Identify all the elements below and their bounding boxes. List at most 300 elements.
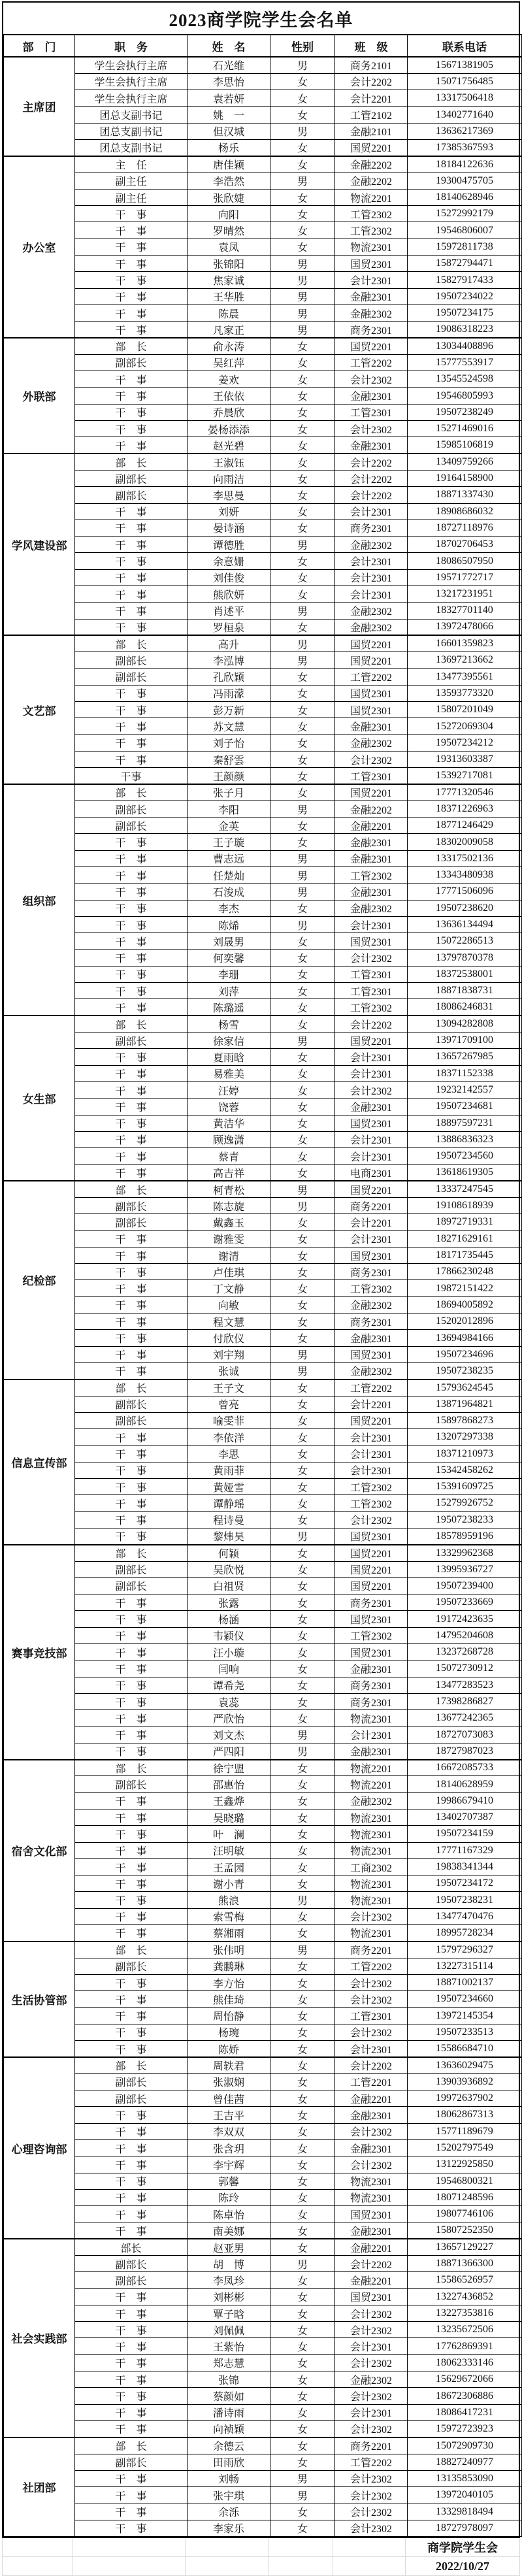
name-cell: 田雨欣 — [188, 2454, 270, 2470]
phone-cell: 13618619305 — [408, 1164, 522, 1181]
table-row — [4, 189, 522, 205]
role-cell: 干 事 — [75, 850, 188, 867]
table-row — [4, 156, 522, 173]
class-cell: 国贸2301 — [335, 1346, 408, 1362]
gender-cell: 男 — [270, 883, 335, 900]
gender-cell: 男 — [270, 305, 335, 321]
gender-cell: 女 — [270, 156, 335, 173]
table-row — [4, 338, 522, 354]
gender-cell: 女 — [270, 966, 335, 982]
table-row — [4, 2057, 522, 2073]
gender-cell: 女 — [270, 2189, 335, 2205]
gender-cell: 女 — [270, 2288, 335, 2305]
phone-cell: 15771189679 — [408, 2123, 522, 2139]
class-cell: 金融2302 — [335, 735, 408, 751]
class-cell: 金融2201 — [335, 817, 408, 834]
class-cell: 会计2201 — [335, 90, 408, 107]
gender-cell: 女 — [270, 470, 335, 486]
phone-cell: 18727987023 — [408, 1743, 522, 1759]
phone-cell: 18302009058 — [408, 834, 522, 850]
class-cell: 会计2302 — [335, 2305, 408, 2321]
gender-cell: 男 — [270, 57, 335, 73]
role-cell: 干 事 — [75, 1082, 188, 1098]
table-row — [4, 2041, 522, 2057]
name-cell: 石光维 — [188, 57, 270, 73]
name-cell: 王紫怡 — [188, 2338, 270, 2354]
phone-cell: 19507238233 — [408, 1511, 522, 1528]
name-cell: 刘子怡 — [188, 735, 270, 751]
phone-cell: 18171735445 — [408, 1247, 522, 1263]
class-cell: 物流2201 — [335, 1760, 408, 1776]
name-cell: 唐佳颖 — [188, 156, 270, 173]
department-cell: 组织部 — [4, 784, 75, 1016]
class-cell: 工管2202 — [335, 354, 408, 371]
table-row — [4, 239, 522, 255]
gender-cell: 女 — [270, 2139, 335, 2156]
name-cell: 黄娅雪 — [188, 1479, 270, 1495]
role-cell: 干 事 — [75, 900, 188, 916]
phone-cell: 13217231951 — [408, 586, 522, 603]
role-cell: 干 事 — [75, 1230, 188, 1247]
class-cell: 会计2302 — [335, 1082, 408, 1098]
role-cell: 学生会执行主席 — [75, 73, 188, 90]
role-cell: 干 事 — [75, 867, 188, 883]
table-row — [4, 2354, 522, 2371]
name-cell: 邵惠怡 — [188, 1776, 270, 1792]
class-cell: 国贸2201 — [335, 1577, 408, 1594]
phone-cell: 13593773320 — [408, 685, 522, 701]
gender-cell: 女 — [270, 1164, 335, 1181]
class-cell: 商务2201 — [335, 1941, 408, 1958]
table-row — [4, 1264, 522, 1280]
class-cell: 会计2302 — [335, 2487, 408, 2503]
gender-cell: 男 — [270, 1528, 335, 1544]
table-row — [4, 2272, 522, 2288]
class-cell: 工管2302 — [335, 206, 408, 222]
role-cell: 副部长 — [75, 1214, 188, 1230]
table-row — [4, 949, 522, 966]
role-cell: 团总支副书记 — [75, 123, 188, 139]
name-cell: 赵亚男 — [188, 2239, 270, 2255]
role-cell: 干 事 — [75, 2041, 188, 2057]
role-cell: 干 事 — [75, 1660, 188, 1677]
role-cell: 干 事 — [75, 288, 188, 305]
class-cell: 会计2302 — [335, 2520, 408, 2536]
gender-cell: 女 — [270, 139, 335, 156]
class-cell: 金融2302 — [335, 603, 408, 619]
role-cell: 干事 — [75, 768, 188, 784]
gender-cell: 女 — [270, 702, 335, 718]
phone-cell: 15072730912 — [408, 1660, 522, 1677]
class-cell: 金融2302 — [335, 2371, 408, 2388]
role-cell: 副部长 — [75, 801, 188, 817]
roster-sheet — [2, 1, 520, 2538]
gender-cell: 女 — [270, 1131, 335, 1148]
gender-cell: 男 — [270, 1181, 335, 1197]
gender-cell: 女 — [270, 1296, 335, 1313]
class-cell: 会计2302 — [335, 2123, 408, 2139]
table-row — [4, 1379, 522, 1396]
name-cell: 但汉城 — [188, 123, 270, 139]
role-cell: 主 任 — [75, 156, 188, 173]
role-cell: 干 事 — [75, 1792, 188, 1809]
phone-cell: 18871838731 — [408, 983, 522, 999]
name-cell: 南美娜 — [188, 2222, 270, 2239]
table-row — [4, 983, 522, 999]
role-cell: 干 事 — [75, 916, 188, 933]
table-row — [4, 2503, 522, 2520]
phone-cell: 19872151422 — [408, 1280, 522, 1296]
gender-cell: 女 — [270, 1908, 335, 1924]
gender-cell: 女 — [270, 1016, 335, 1032]
table-row — [4, 2305, 522, 2321]
phone-cell: 13227315114 — [408, 1958, 522, 1974]
name-cell: 苏文慧 — [188, 718, 270, 735]
role-cell: 干 事 — [75, 1280, 188, 1296]
phone-cell: 15342458262 — [408, 1462, 522, 1478]
gender-cell: 女 — [270, 2338, 335, 2354]
gender-cell: 女 — [270, 1611, 335, 1627]
table-row — [4, 635, 522, 652]
table-row — [4, 1280, 522, 1296]
table-row — [4, 867, 522, 883]
phone-cell: 13227436852 — [408, 2288, 522, 2305]
role-cell: 干 事 — [75, 2487, 188, 2503]
gender-cell: 女 — [270, 354, 335, 371]
gender-cell: 女 — [270, 569, 335, 586]
table-row — [4, 1330, 522, 1346]
role-cell: 干 事 — [75, 1296, 188, 1313]
department-cell: 宿舍文化部 — [4, 1760, 75, 1941]
table-row — [4, 2090, 522, 2107]
class-cell: 会计2202 — [335, 487, 408, 503]
name-cell: 俞永涛 — [188, 338, 270, 354]
phone-cell: 15872794471 — [408, 256, 522, 272]
role-cell: 干 事 — [75, 1875, 188, 1892]
table-row — [4, 173, 522, 189]
gender-cell: 女 — [270, 1594, 335, 1611]
phone-cell: 13636029475 — [408, 2057, 522, 2073]
table-row — [4, 2206, 522, 2222]
role-cell: 干 事 — [75, 751, 188, 767]
gender-cell: 女 — [270, 2239, 335, 2255]
gender-cell: 男 — [270, 1726, 335, 1743]
phone-cell: 15897868273 — [408, 1412, 522, 1428]
name-cell: 吴红萍 — [188, 354, 270, 371]
table-row — [4, 470, 522, 486]
name-cell: 杨琬 — [188, 2024, 270, 2040]
table-row — [4, 2338, 522, 2354]
class-cell: 物流2301 — [335, 1892, 408, 1908]
name-cell: 蔡湘雨 — [188, 1925, 270, 1941]
name-cell: 王子文 — [188, 1379, 270, 1396]
class-cell: 商务2301 — [335, 1693, 408, 1709]
role-cell: 干 事 — [75, 569, 188, 586]
table-row — [4, 801, 522, 817]
class-cell: 会计2301 — [335, 569, 408, 586]
gender-cell: 女 — [270, 685, 335, 701]
name-cell: 赵光碧 — [188, 437, 270, 454]
column-header: 班 级 — [335, 35, 408, 57]
role-cell: 干 事 — [75, 2404, 188, 2420]
role-cell: 副部长 — [75, 1032, 188, 1049]
class-cell: 国贸2301 — [335, 2288, 408, 2305]
role-cell: 副部长 — [75, 2255, 188, 2271]
class-cell: 会计2202 — [335, 454, 408, 470]
department-cell: 纪检部 — [4, 1181, 75, 1379]
phone-cell: 19164158900 — [408, 470, 522, 486]
phone-cell: 13235672506 — [408, 2322, 522, 2338]
name-cell: 程文慧 — [188, 1313, 270, 1330]
phone-cell: 13207297338 — [408, 1429, 522, 1445]
gender-cell: 女 — [270, 2090, 335, 2107]
gender-cell: 女 — [270, 2173, 335, 2189]
role-cell: 干 事 — [75, 735, 188, 751]
role-cell: 干 事 — [75, 702, 188, 718]
role-cell: 干 事 — [75, 603, 188, 619]
name-cell: 张锦阳 — [188, 256, 270, 272]
role-cell: 副部长 — [75, 1396, 188, 1412]
phone-cell: 13477395561 — [408, 669, 522, 685]
role-cell: 干 事 — [75, 1164, 188, 1181]
table-row — [4, 2007, 522, 2024]
phone-cell: 13477283523 — [408, 1677, 522, 1693]
role-cell: 干 事 — [75, 1528, 188, 1544]
phone-cell: 19507234022 — [408, 288, 522, 305]
class-cell: 金融2201 — [335, 2272, 408, 2288]
department-cell: 信息宣传部 — [4, 1379, 75, 1545]
class-cell: 国贸2201 — [335, 1412, 408, 1428]
phone-cell: 18062867313 — [408, 2107, 522, 2123]
name-cell: 汪明敏 — [188, 1842, 270, 1858]
table-row — [4, 569, 522, 586]
role-cell: 部 长 — [75, 454, 188, 470]
class-cell: 会计2301 — [335, 1230, 408, 1247]
role-cell: 干 事 — [75, 1925, 188, 1941]
class-cell: 工管2301 — [335, 768, 408, 784]
name-cell: 刘佩佩 — [188, 2322, 270, 2338]
role-cell: 干 事 — [75, 1131, 188, 1148]
name-cell: 陈玲 — [188, 2189, 270, 2205]
department-cell: 主席团 — [4, 57, 75, 156]
phone-cell: 13317506418 — [408, 90, 522, 107]
table-row — [4, 1164, 522, 1181]
table-row — [4, 2189, 522, 2205]
gender-cell: 女 — [270, 1925, 335, 1941]
class-cell: 商务2201 — [335, 1197, 408, 1214]
role-cell: 部长 — [75, 2239, 188, 2255]
role-cell: 副部长 — [75, 354, 188, 371]
class-cell: 国贸2201 — [335, 784, 408, 801]
class-cell: 商务2301 — [335, 1677, 408, 1693]
class-cell: 金融2301 — [335, 2139, 408, 2156]
class-cell: 国贸2201 — [335, 1561, 408, 1577]
table-row — [4, 354, 522, 371]
table-row — [4, 1892, 522, 1908]
name-cell: 黄洁华 — [188, 1115, 270, 1131]
name-cell: 张伟明 — [188, 1941, 270, 1958]
class-cell: 工管2302 — [335, 1479, 408, 1495]
name-cell: 陈烯 — [188, 916, 270, 933]
name-cell: 刘宇翔 — [188, 1346, 270, 1362]
gender-cell: 女 — [270, 1627, 335, 1643]
role-cell: 干 事 — [75, 1115, 188, 1131]
phone-cell: 19507234212 — [408, 735, 522, 751]
name-cell: 张子月 — [188, 784, 270, 801]
page-title: 2023商学院学生会名单 — [169, 10, 353, 30]
gender-cell: 女 — [270, 949, 335, 966]
table-row — [4, 305, 522, 321]
class-cell: 会计2302 — [335, 2388, 408, 2404]
table-row — [4, 900, 522, 916]
class-cell: 会计2302 — [335, 2420, 408, 2437]
name-cell: 戴鑫玉 — [188, 1214, 270, 1230]
table-row — [4, 2139, 522, 2156]
department-cell: 学风建设部 — [4, 454, 75, 635]
table-row — [4, 1082, 522, 1098]
role-cell: 干 事 — [75, 1908, 188, 1924]
class-cell: 会计2302 — [335, 2354, 408, 2371]
role-cell: 学生会执行主席 — [75, 90, 188, 107]
gender-cell: 男 — [270, 1892, 335, 1908]
phone-cell: 13135853090 — [408, 2470, 522, 2486]
name-cell: 徐家信 — [188, 1032, 270, 1049]
phone-cell: 19546806007 — [408, 222, 522, 239]
gender-cell: 女 — [270, 933, 335, 949]
name-cell: 丁文静 — [188, 1280, 270, 1296]
phone-cell: 15071756485 — [408, 73, 522, 90]
roster-body — [4, 57, 522, 2537]
class-cell: 会计2301 — [335, 1429, 408, 1445]
phone-cell: 19507234660 — [408, 1991, 522, 2007]
gender-cell: 男 — [270, 1941, 335, 1958]
role-cell: 干 事 — [75, 2156, 188, 2173]
table-row — [4, 1644, 522, 1660]
table-row — [4, 933, 522, 949]
name-cell: 夏雨晗 — [188, 1049, 270, 1065]
name-cell: 郭馨 — [188, 2173, 270, 2189]
name-cell: 李思 — [188, 1445, 270, 1462]
table-row — [4, 2024, 522, 2040]
table-row — [4, 1429, 522, 1445]
gender-cell: 女 — [270, 718, 335, 735]
table-row — [4, 1710, 522, 1726]
name-cell: 罗晴然 — [188, 222, 270, 239]
class-cell: 会计2302 — [335, 1974, 408, 1990]
role-cell: 干 事 — [75, 883, 188, 900]
name-cell: 李宇辉 — [188, 2156, 270, 2173]
role-cell: 部 长 — [75, 1016, 188, 1032]
role-cell: 副部长 — [75, 2073, 188, 2090]
phone-cell: 13237268728 — [408, 1644, 522, 1660]
name-cell: 周怡静 — [188, 2007, 270, 2024]
role-cell: 副主任 — [75, 173, 188, 189]
name-cell: 杨雪 — [188, 1016, 270, 1032]
name-cell: 陈璐遥 — [188, 999, 270, 1016]
name-cell: 向阳 — [188, 206, 270, 222]
gender-cell: 男 — [270, 1362, 335, 1379]
role-cell: 干 事 — [75, 2388, 188, 2404]
class-cell: 国贸2201 — [335, 1032, 408, 1049]
gender-cell: 女 — [270, 1710, 335, 1726]
class-cell: 工管2302 — [335, 1280, 408, 1296]
class-cell: 物流2201 — [335, 189, 408, 205]
gender-cell: 女 — [270, 2222, 335, 2239]
gender-cell: 女 — [270, 239, 335, 255]
phone-cell: 19507234681 — [408, 1098, 522, 1115]
role-cell: 干 事 — [75, 1264, 188, 1280]
column-header: 联系电话 — [408, 35, 522, 57]
table-row — [4, 1677, 522, 1693]
footer-empty-cell — [73, 2557, 186, 2576]
role-cell: 部 长 — [75, 784, 188, 801]
gender-cell: 男 — [270, 272, 335, 288]
class-cell: 物流2301 — [335, 1710, 408, 1726]
role-cell: 干 事 — [75, 1049, 188, 1065]
class-cell: 工管2301 — [335, 404, 408, 420]
role-cell: 副部长 — [75, 1577, 188, 1594]
name-cell: 姚 一 — [188, 107, 270, 123]
role-cell: 副部长 — [75, 817, 188, 834]
class-cell: 物流2301 — [335, 1826, 408, 1842]
table-row — [4, 916, 522, 933]
name-cell: 李珊 — [188, 966, 270, 982]
gender-cell: 女 — [270, 2305, 335, 2321]
table-row — [4, 1826, 522, 1842]
phone-cell: 13094282808 — [408, 1016, 522, 1032]
name-cell: 肖述平 — [188, 603, 270, 619]
class-cell: 金融2301 — [335, 2107, 408, 2123]
class-cell: 会计2301 — [335, 503, 408, 520]
phone-cell: 13903936892 — [408, 2073, 522, 2090]
gender-cell: 女 — [270, 619, 335, 635]
table-row — [4, 90, 522, 107]
table-row — [4, 487, 522, 503]
header-row — [4, 35, 522, 57]
name-cell: 熊欣妍 — [188, 586, 270, 603]
phone-cell: 13677242365 — [408, 1710, 522, 1726]
class-cell: 会计2301 — [335, 1049, 408, 1065]
phone-cell: 19507233513 — [408, 2024, 522, 2040]
name-cell: 王依依 — [188, 388, 270, 404]
table-row — [4, 371, 522, 388]
name-cell: 向敏 — [188, 1296, 270, 1313]
table-row — [4, 288, 522, 305]
table-row — [4, 1230, 522, 1247]
role-cell: 干 事 — [75, 1594, 188, 1611]
name-cell: 李浩然 — [188, 173, 270, 189]
phone-cell: 15586684710 — [408, 2041, 522, 2057]
role-cell: 干 事 — [75, 239, 188, 255]
name-cell: 罗桓泉 — [188, 619, 270, 635]
role-cell: 干 事 — [75, 933, 188, 949]
gender-cell: 女 — [270, 487, 335, 503]
class-cell: 商务2301 — [335, 520, 408, 536]
table-row — [4, 421, 522, 437]
name-cell: 张淑娴 — [188, 2073, 270, 2090]
table-row — [4, 2222, 522, 2239]
gender-cell: 女 — [270, 371, 335, 388]
name-cell: 刘彬彬 — [188, 2288, 270, 2305]
gender-cell: 女 — [270, 1875, 335, 1892]
class-cell: 金融2301 — [335, 883, 408, 900]
phone-cell: 13329818494 — [408, 2503, 522, 2520]
phone-cell: 19986679410 — [408, 1792, 522, 1809]
phone-cell: 19172423635 — [408, 1611, 522, 1627]
gender-cell: 女 — [270, 2437, 335, 2454]
role-cell: 干 事 — [75, 2123, 188, 2139]
role-cell: 干 事 — [75, 503, 188, 520]
